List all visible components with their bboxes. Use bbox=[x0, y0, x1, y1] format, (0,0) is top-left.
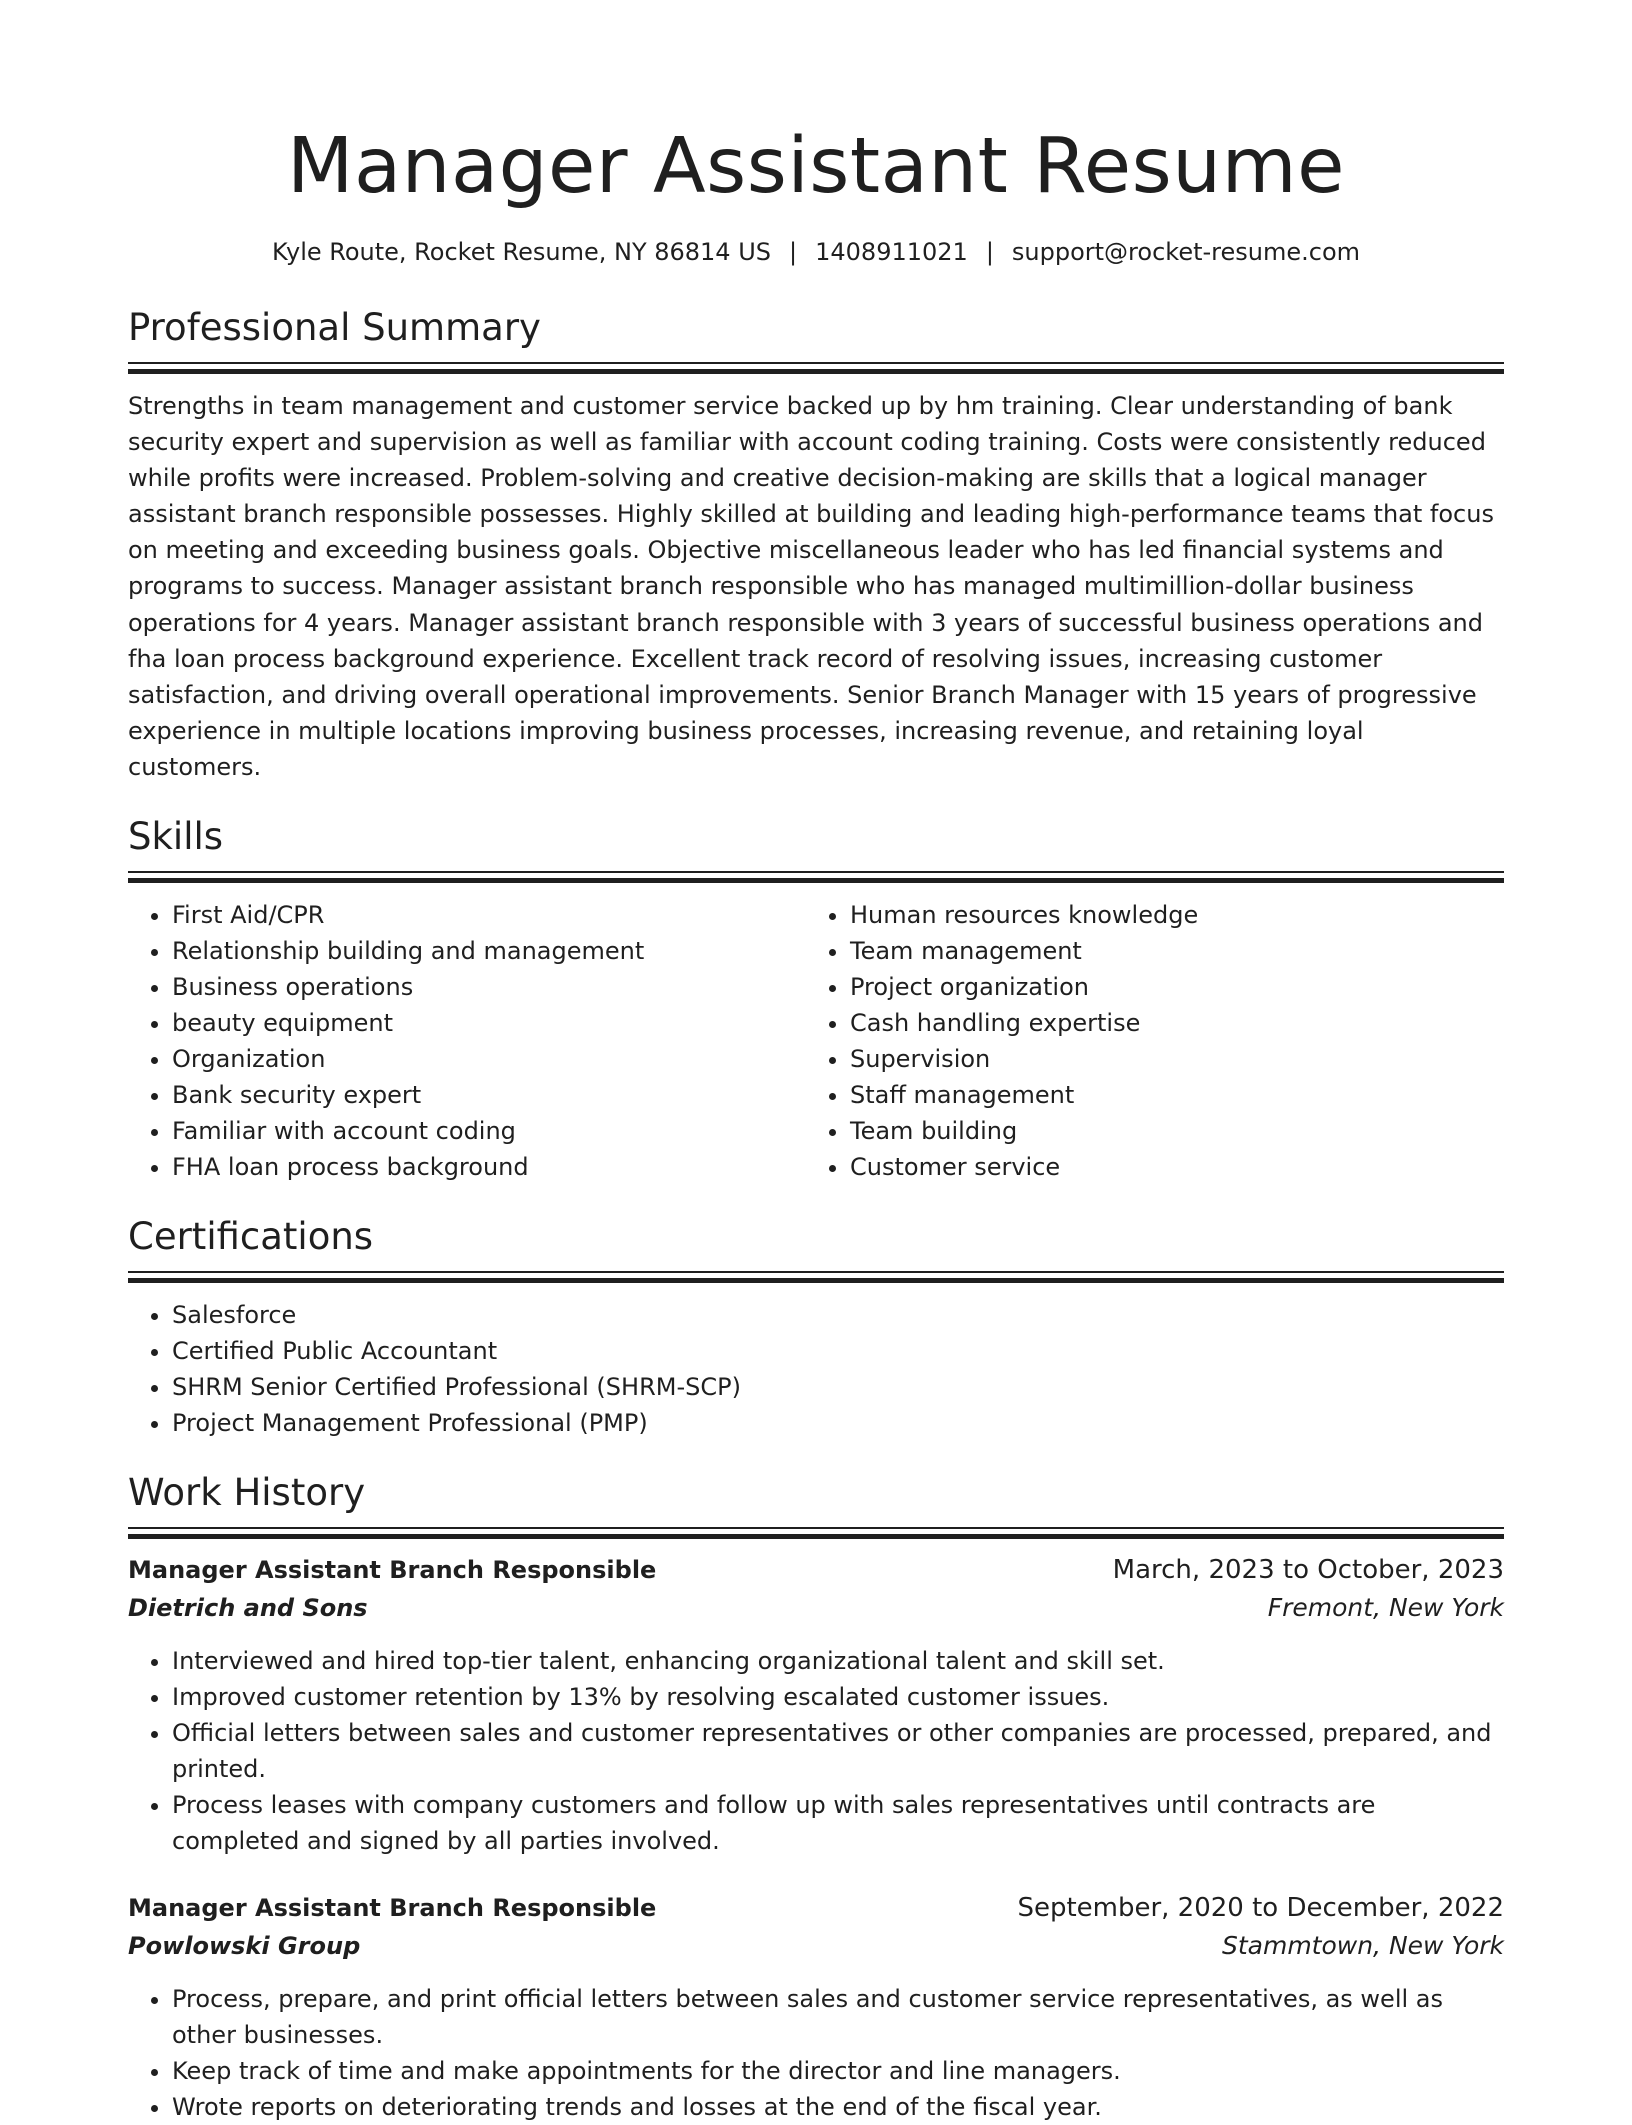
section-heading-certifications: Certifications bbox=[128, 1215, 374, 1259]
skills-grid bbox=[128, 897, 1504, 1185]
summary-section bbox=[128, 304, 1504, 785]
job-header bbox=[128, 1889, 1504, 1927]
skill-item: • Bank security expert bbox=[172, 1077, 806, 1113]
skill-item: • Organization bbox=[172, 1041, 806, 1077]
skill-item: • Supervision bbox=[850, 1041, 1484, 1077]
job-bullet: • Keep track of time and make appointments for the director and line managers. bbox=[172, 2053, 1504, 2089]
job-location: Stammtown, New York bbox=[1221, 1931, 1504, 1961]
certifications-list bbox=[128, 1297, 1504, 1441]
skill-item: • First Aid/CPR bbox=[172, 897, 806, 933]
job-entry bbox=[128, 1889, 1504, 2125]
skill-item: • Team building bbox=[850, 1113, 1484, 1149]
job-header bbox=[128, 1551, 1504, 1589]
certification-item: • Project Management Professional (PMP) bbox=[172, 1405, 1504, 1441]
job-subheader bbox=[128, 1927, 1504, 1965]
section-heading-skills: Skills bbox=[128, 815, 224, 859]
work-history-section bbox=[128, 1469, 1504, 2125]
certification-item: • Salesforce bbox=[172, 1297, 1504, 1333]
job-bullet: • Improved customer retention by 13% by resolving escalated customer issues. bbox=[172, 1679, 1504, 1715]
job-bullets bbox=[128, 1643, 1504, 1859]
skill-item: • beauty equipment bbox=[172, 1005, 806, 1041]
certification-item: • SHRM Senior Certified Professional (SHRM-SCP) bbox=[172, 1369, 1504, 1405]
contact-separator: | bbox=[789, 238, 798, 266]
section-heading-summary: Professional Summary bbox=[128, 306, 541, 349]
job-dates: September, 2020 to December, 2022 bbox=[1017, 1893, 1504, 1924]
certifications-section bbox=[128, 1213, 1504, 1441]
job-bullet: • Process, prepare, and print official letters between sales and customer service representatives, as well as other businesses. bbox=[172, 1981, 1504, 2053]
section-divider bbox=[128, 1271, 1504, 1283]
summary-text: Strengths in team management and customer service backed up by hm training. Clear understanding of bank security expert and supervision as well as familiar with account coding training. Costs were consistently reduced while profits were increased. Problem-solving and creative decision-making are skills that a logical manager assistant branch responsible possesses. Highly skilled at building and leading high-performance teams that focus on meeting and exceeding business goals. Objective miscellaneous leader who has led financial systems and programs to success. Manager assistant branch responsible who has managed multimillion-dollar business operations for 4 years. Manager assistant branch responsible with 3 years of successful business operations and fha loan process background experience. Excellent track record of resolving issues, increasing customer satisfaction, and driving overall operational improvements. Senior Branch Manager with 15 years of progressive experience in multiple locations improving business processes, increasing revenue, and retaining loyal customers. bbox=[128, 392, 1494, 781]
contact-line bbox=[128, 236, 1504, 268]
job-bullet: • Interviewed and hired top-tier talent, enhancing organizational talent and skill set. bbox=[172, 1643, 1504, 1679]
job-bullet: • Official letters between sales and customer representatives or other companies are processed, prepared, and printed. bbox=[172, 1715, 1504, 1787]
skill-item: • Team management bbox=[850, 933, 1484, 969]
contact-email[interactable]: support@rocket-resume.com bbox=[1011, 238, 1360, 266]
resume-page bbox=[128, 0, 1504, 2125]
skill-item: • Cash handling expertise bbox=[850, 1005, 1484, 1041]
job-entry bbox=[128, 1551, 1504, 1859]
section-divider bbox=[128, 1527, 1504, 1539]
section-divider bbox=[128, 871, 1504, 883]
skills-list-right bbox=[806, 897, 1484, 1185]
skill-item: • Business operations bbox=[172, 969, 806, 1005]
job-dates: March, 2023 to October, 2023 bbox=[1112, 1555, 1504, 1586]
skill-item: • Customer service bbox=[850, 1149, 1484, 1185]
skill-item: • Project organization bbox=[850, 969, 1484, 1005]
skills-section bbox=[128, 813, 1504, 1185]
contact-phone: 1408911021 bbox=[815, 238, 968, 266]
skill-item: • Human resources knowledge bbox=[850, 897, 1484, 933]
job-bullet: • Wrote reports on deteriorating trends and losses at the end of the fiscal year. bbox=[172, 2089, 1504, 2125]
skill-item: • FHA loan process background bbox=[172, 1149, 806, 1185]
page-title: Manager Assistant Resume bbox=[287, 122, 1345, 211]
job-location: Fremont, New York bbox=[1267, 1593, 1504, 1623]
skill-item: • Familiar with account coding bbox=[172, 1113, 806, 1149]
job-company: Dietrich and Sons bbox=[128, 1594, 368, 1623]
job-company: Powlowski Group bbox=[128, 1932, 361, 1961]
skills-list-left bbox=[128, 897, 806, 1185]
contact-address: Kyle Route, Rocket Resume, NY 86814 US bbox=[272, 238, 772, 266]
job-bullet: • Process leases with company customers and follow up with sales representatives until contracts are completed and signed by all parties involved. bbox=[172, 1787, 1504, 1859]
job-bullets bbox=[128, 1981, 1504, 2125]
section-heading-work-history: Work History bbox=[128, 1471, 366, 1515]
skill-item: • Relationship building and management bbox=[172, 933, 806, 969]
job-title: Manager Assistant Branch Responsible bbox=[128, 1894, 657, 1923]
contact-separator: | bbox=[985, 238, 994, 266]
section-divider bbox=[128, 362, 1504, 374]
job-title: Manager Assistant Branch Responsible bbox=[128, 1556, 657, 1585]
skill-item: • Staff management bbox=[850, 1077, 1484, 1113]
job-subheader bbox=[128, 1589, 1504, 1627]
certification-item: • Certified Public Accountant bbox=[172, 1333, 1504, 1369]
